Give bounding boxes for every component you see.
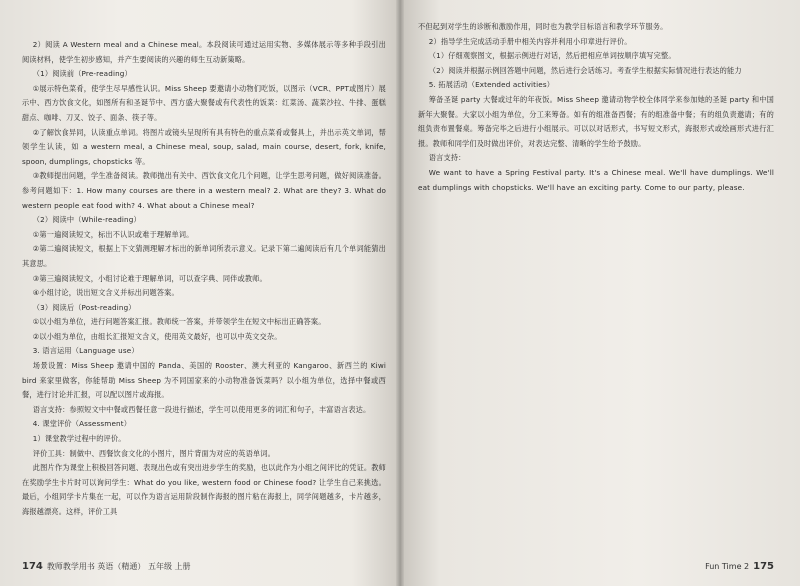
left-page-body xyxy=(22,38,386,520)
paragraph: We want to have a Spring Festival party. It's a Chinese meal. We'll have dumplings. We'll eat dumplings with chopsticks. We'll have an exciting party. Come to our party, please. xyxy=(418,167,774,192)
paragraph: （1）阅读前（Pre-reading） xyxy=(32,69,132,79)
book-gutter xyxy=(396,0,404,586)
paragraph: 场景设置：Miss Sheep 邀请中国的 Panda、美国的 Rooster、澳大利亚的 Kangaroo、新西兰的 Kiwi bird 来家里做客，你能帮助 Miss Sheep 为不同国家来的小动物准备饭菜吗？以小组为单位，选择中餐或西餐，进行讨论并汇报，可以配以图片或海报。 xyxy=(22,361,386,400)
paragraph: 不但起到对学生的诊断和激励作用，同时也为教学目标语言和教学环节服务。 xyxy=(418,22,668,31)
paragraph: ②以小组为单位，由组长汇报短文含义，使用英文最好，也可以中英文交杂。 xyxy=(32,331,282,341)
paragraph: ③教师提出问题，学生准备阅读。教师抛出有关中、西饮食文化几个问题，让学生思考问题，做好阅读准备。参考问题如下：1. How many courses are there in a western meal? 2. What are they? 3. What do western people eat food with? 4. What about a Chinese meal? xyxy=(22,171,386,210)
right-page-number: 175 xyxy=(753,561,774,572)
paragraph: （2）阅读中（While-reading） xyxy=(32,215,141,225)
paragraph: 筹备圣诞 party 大餐或过年的年夜饭。Miss Sheep 邀请动物学校全体同学来参加她的圣诞 party 和中国新年大聚餐。大家以小组为单位，分工来筹备。如有的组准备西餐；有的组准备中餐；有的组负责邀请；有的组负责布置餐桌。筹备完毕之后进行小组展示。可以以对话形式，书写短文形式，海报形式或绘画形式进行汇报。教师和同学们及时做出评价，对表达完整、清晰的学生给予鼓励。 xyxy=(418,94,774,148)
paragraph: （1）仔细观察图文，根据示例进行对话，然后把相应单词按顺序填写完整。 xyxy=(428,51,676,61)
paragraph: （3）阅读后（Post-reading） xyxy=(32,302,136,312)
paragraph: ④小组讨论，说出短文含义并标出问题答案。 xyxy=(32,288,179,298)
paragraph: 评价工具：制做中、西餐饮食文化的小图片，图片背面为对应的英语单词。 xyxy=(32,448,275,458)
left-page-number: 174 xyxy=(22,561,43,572)
left-page-running-title: 教师教学用书 英语（精通） 五年级 上册 xyxy=(46,562,191,571)
paragraph: 语言支持：参照短文中中餐或西餐任意一段进行描述，学生可以使用更多的词汇和句子，丰富语言表达。 xyxy=(32,404,371,414)
paragraph: ①展示特色菜肴，使学生尽早感性认识。Miss Sheep 要邀请小动物们吃饭，以图示（VCR、PPT或图片）展示中、西方饮食文化，如图所有和圣诞节中、西方盛大聚餐或有代表性的饭菜：红菜汤、蔬菜沙拉、牛排、蛋糕甜点、咖啡、刀叉、饺子、面条、筷子等。 xyxy=(22,83,386,122)
paragraph: ①以小组为单位，进行问题答案汇报。教师统一答案，并带领学生在短文中标出正确答案。 xyxy=(32,317,326,327)
left-page-footer xyxy=(22,561,191,572)
paragraph: 5. 拓展活动（Extended activities） xyxy=(428,80,555,90)
right-page-running-title: Fun Time 2 xyxy=(705,562,750,571)
paragraph: ③第三遍阅读短文，小组讨论难于理解单词，可以查字典、同伴或教师。 xyxy=(32,273,267,283)
paragraph: 2）阅读 A Western meal and a Chinese meal。本段阅读可通过运用实物、多媒体展示等多种手段引出阅读材料，使学生初步感知，并产生要阅读的兴趣的师生互动新策略。 xyxy=(22,40,386,64)
paragraph: 4. 课堂评价（Assessment） xyxy=(32,419,132,429)
paragraph: （2）阅读并根据示例回答题中问题，然后进行会话练习。考查学生根据实际情况进行表达的能力 xyxy=(428,65,742,75)
paragraph: 2）指导学生完成活动手册中相关内容并利用小印章进行评价。 xyxy=(428,36,632,46)
paragraph: 3. 语言运用（Language use） xyxy=(32,346,139,356)
paragraph: 此图片作为课堂上积极回答问题、表现出色或有突出进步学生的奖励，也以此作为小组之间评比的凭证。教师在奖励学生卡片时可以询问学生：What do you like, western food or Chinese food? 让学生自己来挑选。最后，小组同学卡片集在一起，可以作为语言运用阶段制作海报的图片粘在海报上，同学间题越多，卡片越多，海报越漂亮。这样，评价工具 xyxy=(22,463,386,516)
paragraph: 语言支持： xyxy=(428,153,466,163)
paragraph: ①第一遍阅读短文，标出不认识或难于理解单词。 xyxy=(32,229,194,239)
right-page-body xyxy=(418,20,774,195)
right-page-footer xyxy=(705,561,774,572)
paragraph: ②第二遍阅读短文，根据上下文猜测理解才标出的新单词所表示意义。记录下第二遍阅读后有几个单词能猜出其意思。 xyxy=(22,244,386,268)
paragraph: ②了解饮食异同，认读重点单词。将图片或镜头呈现所有具有特色的重点菜肴或餐具上，并出示英文单词，帮领学生认读，如 a western meal, a Chinese meal, soup, salad, main course, desert, fork, knife, spoon, dumplings, chopsticks 等。 xyxy=(22,127,386,166)
right-page xyxy=(400,0,800,586)
paragraph: 1）课堂教学过程中的评价。 xyxy=(32,434,126,444)
